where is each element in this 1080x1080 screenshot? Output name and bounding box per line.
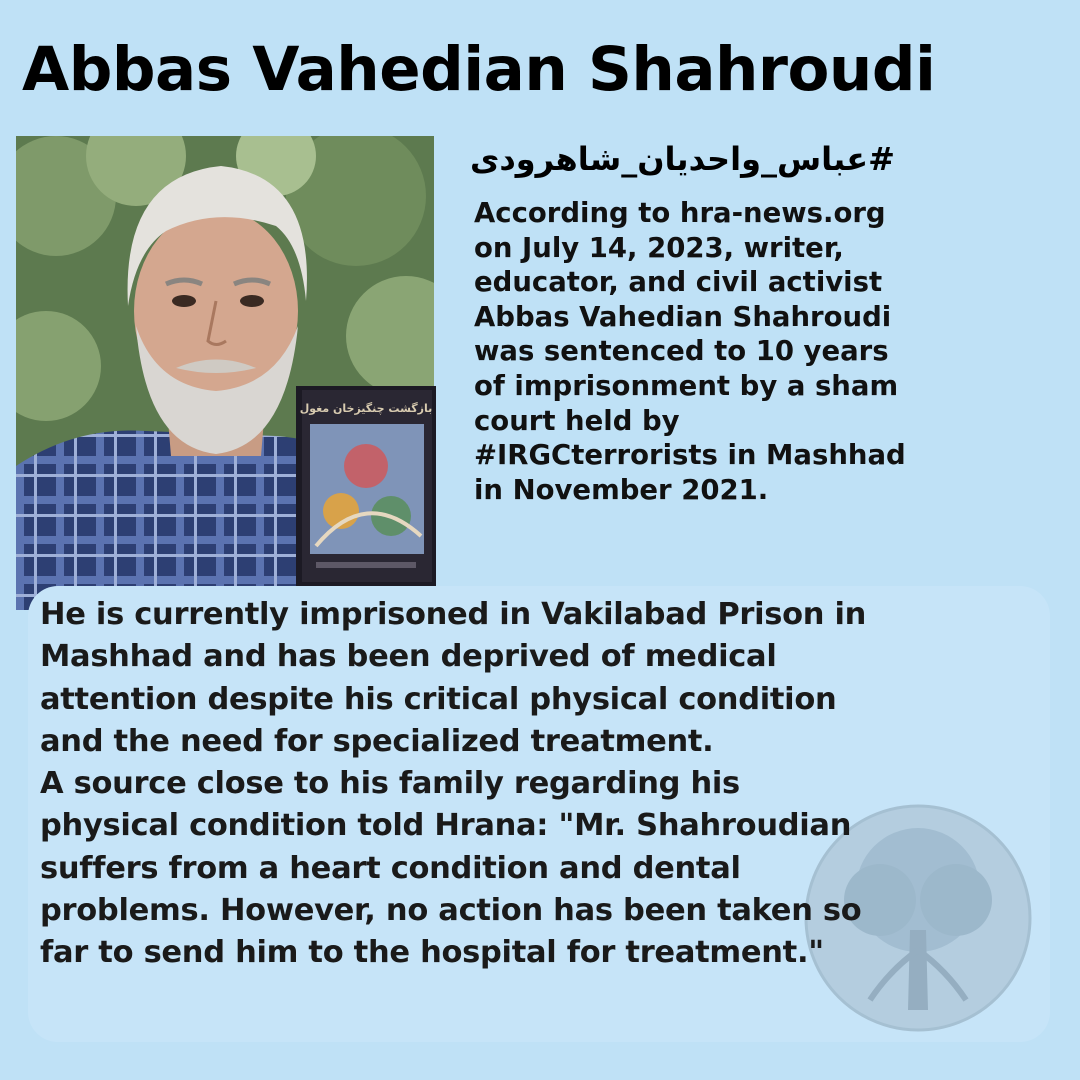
body-line: He is currently imprisoned in Vakilabad Prison in [40, 597, 867, 632]
book-cover-title: بازگشت چنگیزخان مغول [299, 402, 433, 415]
book-cover [296, 386, 436, 586]
body-line: problems. However, no action has been taken so [40, 893, 862, 929]
intro-line: in November 2021. [474, 473, 769, 506]
book-cover-illustration [296, 386, 436, 586]
page-title: Abbas Vahedian Shahroudi [22, 34, 936, 105]
intro-line: court held by [474, 404, 680, 437]
body-line: Mashhad and has been deprived of medical [40, 639, 777, 675]
intro-line: According to hra-news.org [474, 197, 886, 229]
body-line: A source close to his family regarding his [40, 766, 740, 802]
body-line: physical condition told Hrana: "Mr. Shahroudian [40, 808, 852, 844]
intro-paragraph [474, 196, 1064, 507]
intro-line: #IRGCterrorists in Mashhad [474, 439, 906, 472]
intro-line: of imprisonment by a sham [474, 369, 899, 402]
body-line: far to send him to the hospital for treatment." [40, 935, 824, 971]
body-line: attention despite his critical physical condition [40, 681, 837, 717]
intro-line: Abbas Vahedian Shahroudi [474, 300, 892, 333]
body-line: suffers from a heart condition and dental [40, 850, 741, 886]
intro-line: educator, and civil activist [474, 266, 883, 299]
intro-line: on July 14, 2023, writer, [474, 231, 844, 264]
body-paragraph [40, 594, 1060, 975]
intro-line: was sentenced to 10 years [474, 335, 889, 368]
body-line: and the need for specialized treatment. [40, 723, 714, 759]
persian-hashtag: #عباس_واحدیان_شاهرودی [470, 140, 895, 178]
